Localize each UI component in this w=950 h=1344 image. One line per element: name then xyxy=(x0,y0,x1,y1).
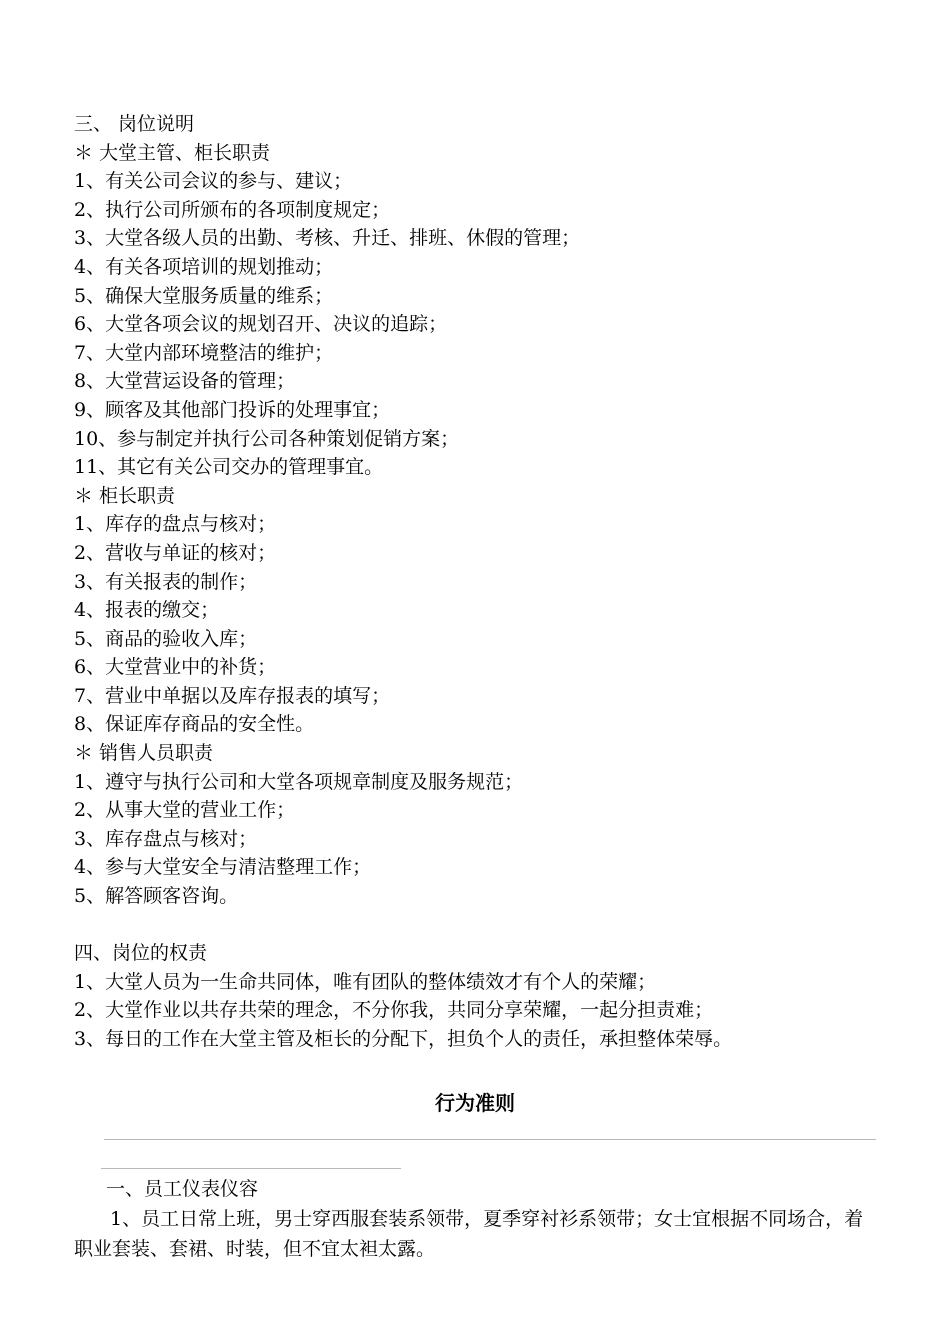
list-item: 4、报表的缴交； xyxy=(74,599,220,622)
list-item: 3、每日的工作在大堂主管及柜长的分配下，担负个人的责任，承担整体荣辱。 xyxy=(74,1028,733,1050)
list-item: 4、有关各项培训的规划推动； xyxy=(74,255,334,278)
list-item: 10、参与制定并执行公司各种策划促销方案； xyxy=(74,427,460,450)
list-item: 7、营业中单据以及库存报表的填写； xyxy=(74,684,391,707)
list-item: 2、从事大堂的营业工作； xyxy=(74,799,296,822)
horizontal-rule-short xyxy=(101,1168,401,1169)
list-item: 5、确保大堂服务质量的维系； xyxy=(74,284,334,307)
list-item: 4、参与大堂安全与清洁整理工作； xyxy=(74,856,372,879)
blank-line xyxy=(74,911,894,940)
subheading-sales-duties: ＊ 销售人员职责 xyxy=(74,742,214,765)
section-heading-authority: 四、岗位的权责 xyxy=(74,942,208,965)
subheading-supervisor-duties: ＊ 大堂主管、柜长职责 xyxy=(74,141,271,164)
list-item: 2、营收与单证的核对； xyxy=(74,541,277,564)
list-item: 7、大堂内部环境整洁的维护； xyxy=(74,341,334,364)
list-item: 3、有关报表的制作； xyxy=(74,570,258,593)
list-item: 5、商品的验收入库； xyxy=(74,627,258,650)
list-item: 3、库存盘点与核对； xyxy=(74,827,258,850)
horizontal-rule xyxy=(104,1139,876,1140)
document-title: 行为准则 xyxy=(435,1091,515,1115)
conduct-section xyxy=(74,1175,874,1264)
list-item: 3、大堂各级人员的出勤、考核、升迁、排班、休假的管理； xyxy=(74,227,581,250)
list-item: 1、库存的盘点与核对； xyxy=(74,513,277,536)
list-item: 2、大堂作业以共存共荣的理念，不分你我，共同分享荣耀，一起分担责难； xyxy=(74,999,714,1022)
list-item: 8、大堂营运设备的管理； xyxy=(74,370,296,393)
section-heading-positions: 三、 岗位说明 xyxy=(74,113,195,135)
list-item: 2、执行公司所颁布的各项制度规定； xyxy=(74,198,391,221)
paragraph: 1、员工日常上班，男士穿西服套装系领带，夏季穿衬衫系领带；女士宜根据不同场合，着职业套装、套裙、时装，但不宜太袒太露。 xyxy=(74,1207,864,1260)
list-item: 1、遵守与执行公司和大堂各项规章制度及服务规范； xyxy=(74,770,524,793)
list-item: 1、大堂人员为一生命共同体，唯有团队的整体绩效才有个人的荣耀； xyxy=(74,970,657,993)
list-item: 1、有关公司会议的参与、建议； xyxy=(74,170,353,193)
list-item: 5、解答顾客咨询。 xyxy=(74,885,239,908)
list-item: 6、大堂营业中的补货； xyxy=(74,656,277,679)
list-item: 6、大堂各项会议的规划召开、决议的追踪； xyxy=(74,313,448,336)
document-body xyxy=(74,110,894,1054)
list-item: 9、顾客及其他部门投诉的处理事宜； xyxy=(74,398,391,421)
subheading-counter-lead-duties: ＊ 柜长职责 xyxy=(74,484,176,507)
list-item: 11、其它有关公司交办的管理事宜。 xyxy=(74,456,384,479)
section-heading-appearance: 一、员工仪表仪容 xyxy=(106,1178,259,1200)
list-item: 8、保证库存商品的安全性。 xyxy=(74,713,315,736)
